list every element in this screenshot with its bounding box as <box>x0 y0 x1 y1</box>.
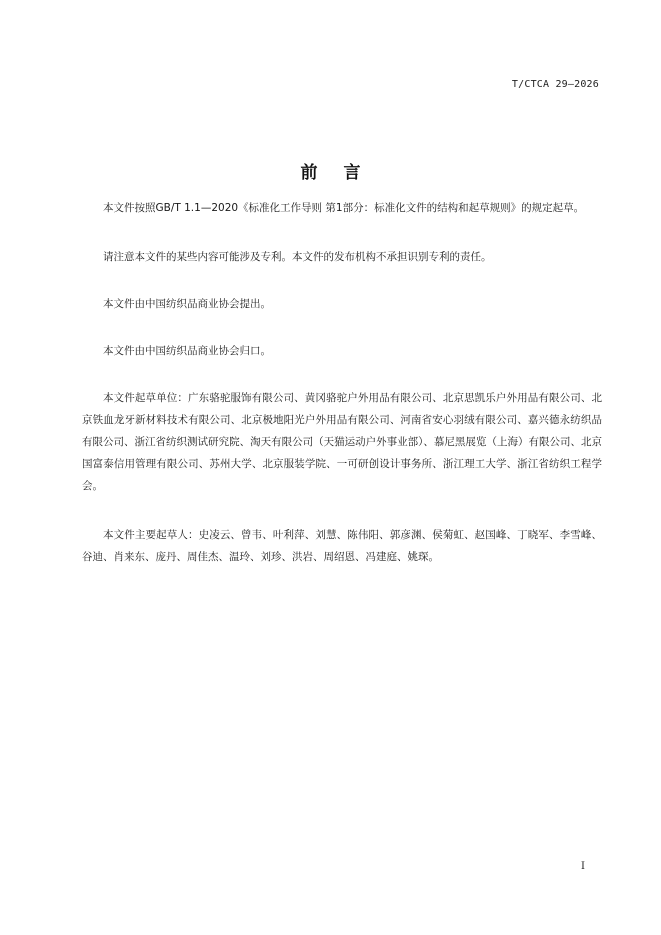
paragraph-managed-by: 本文件由中国纺织品商业协会归口。 <box>103 345 271 357</box>
paragraph-drafting-rules: 本文件按照GB/T 1.1—2020《标准化工作导则 第1部分：标准化文件的结构和起草规则》的规定起草。 <box>103 202 585 214</box>
paragraph-proposed-by: 本文件由中国纺织品商业协会提出。 <box>103 298 271 310</box>
page-number: I <box>581 861 585 872</box>
paragraph-drafting-units: 本文件起草单位：广东骆驼服饰有限公司、黄冈骆驼户外用品有限公司、北京思凯乐户外用品有限公司、北京铁血龙牙新材料技术有限公司、北京极地阳光户外用品有限公司、河南省安心羽绒有限公司、嘉兴德永纺织品有限公司、浙江省纺织测试研究院、淘天有限公司（天猫运动户外事业部）、慕尼黑展览（上海）有限公司、北京国富泰信用管理有限公司、苏州大学、北京服装学院、一可研创设计事务所、浙江理工大学、浙江省纺织工程学会。 <box>82 392 602 492</box>
page-title: 前言 <box>300 163 387 183</box>
paragraph-drafters: 本文件主要起草人：史凌云、曾韦、叶利萍、刘慧、陈伟阳、郭彦渊、侯菊虹、赵国峰、丁晓军、李雪峰、谷迪、肖来东、庞丹、周佳杰、温玲、刘珍、洪岩、周绍恩、冯建庭、姚琛。 <box>82 529 602 563</box>
paragraph-patent-notice: 请注意本文件的某些内容可能涉及专利。本文件的发布机构不承担识别专利的责任。 <box>103 251 492 263</box>
foreword-body <box>82 197 602 595</box>
document-code: T/CTCA 29—2026 <box>511 79 599 90</box>
